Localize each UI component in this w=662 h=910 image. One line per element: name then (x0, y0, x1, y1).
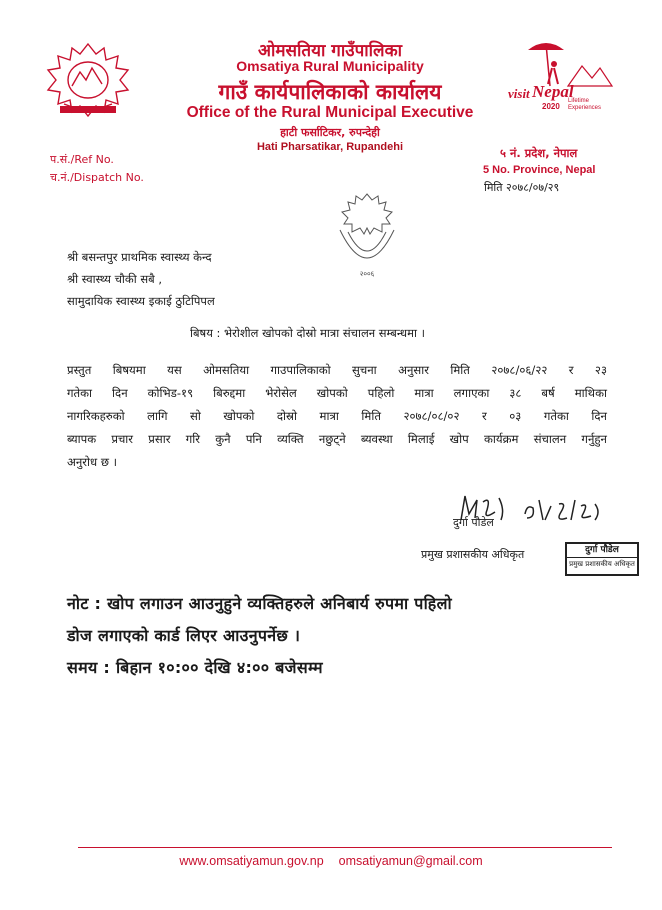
footer-contact (0, 854, 662, 868)
province-np: ५ नं. प्रदेश, नेपाल (500, 146, 578, 160)
visit-text: visit (508, 86, 530, 101)
email-link[interactable]: omsatiyamun@gmail.com (338, 854, 483, 868)
note-line: समय : बिहान १०:०० देखि ४:०० बजेसम्म (67, 658, 323, 677)
nepal-text: Nepal (532, 82, 574, 101)
signatory-title: प्रमुख प्रशासकीय अधिकृत (421, 548, 525, 561)
recipient-line: श्री स्वास्थ्य चौकी सबै , (67, 272, 163, 286)
body-line: गतेका दिन कोभिड-१९ बिरुद्दमा भेरोसेल खोपको पहिलो मात्रा लगाएका ३८ बर्ष माथिका (67, 386, 607, 400)
note-line: नोट : खोप लगाउन आउनुहुने व्यक्तिहरुले अनिबार्य रुपमा पहिलो (67, 594, 452, 613)
tagline-text: Lifetime Experiences (568, 98, 602, 111)
municipality-name-en: Omsatiya Rural Municipality (236, 58, 424, 74)
dispatch-no-label: च.नं./Dispatch No. (50, 171, 144, 184)
body-line: अनुरोध छ । (67, 455, 118, 469)
svg-text:२००६: २००६ (359, 270, 375, 278)
recipient-list (67, 246, 215, 312)
body-line: नागरिकहरुको लागि सो खोपको दोस्रो मात्रा मिति २०७८/०८/०२ र ०३ गतेका दिन (67, 409, 607, 423)
website-link[interactable]: www.omsatiyamun.gov.np (179, 854, 324, 868)
ref-no-label: प.सं./Ref No. (50, 153, 114, 166)
visit-nepal-logo (508, 34, 618, 118)
note-line: डोज लगाएको कार्ड लिएर आउनुपर्नेछ । (67, 626, 301, 645)
nepal-emblem-icon (42, 40, 134, 120)
office-name-np: गाउँ कार्यपालिकाको कार्यालय (218, 80, 442, 104)
stamp-name: दुर्गा पौडेल (585, 545, 619, 555)
recipient-line: श्री बसन्तपुर प्राथमिक स्वास्थ्य केन्द (67, 250, 212, 264)
letter-body (67, 359, 607, 474)
stamp-title: प्रमुख प्रशासकीय अधिकृत (567, 557, 637, 571)
year-text: 2020 (542, 102, 560, 111)
office-name-en: Office of the Rural Municipal Executive (186, 104, 474, 121)
letter-date: मिति २०७८/०७/२९ (484, 181, 560, 194)
name-stamp (565, 542, 639, 576)
body-line: ब्यापक प्रचार प्रसार गरि कुनै पनि व्यक्ति नछुट्ने ब्यवस्था मिलाई खोप कार्यक्रम संचालन गर्नुहुन (67, 432, 607, 446)
municipality-name-np: ओमसतिया गाउँपालिका (257, 41, 403, 61)
office-stamp-icon (326, 190, 408, 282)
footer-divider (78, 847, 612, 848)
note-block (67, 588, 607, 684)
letter-subject: बिषय : भेरोशील खोपको दोस्रो मात्रा संचालन सम्बन्धमा । (190, 326, 425, 340)
address-np: हाटी फर्साटिकर, रुपन्देही (280, 126, 380, 139)
signatory-name: दुर्गा पौडेल (453, 516, 494, 529)
address-en: Hati Pharsatikar, Rupandehi (256, 141, 404, 153)
province-en: 5 No. Province, Nepal (483, 164, 596, 176)
recipient-line: सामुदायिक स्वास्थ्य इकाई ठुटिपिपल (67, 294, 215, 308)
body-line: प्रस्तुत बिषयमा यस ओमसतिया गाउपालिकाको सुचना अनुसार मिति २०७८/०६/२२ र २३ (67, 363, 607, 377)
